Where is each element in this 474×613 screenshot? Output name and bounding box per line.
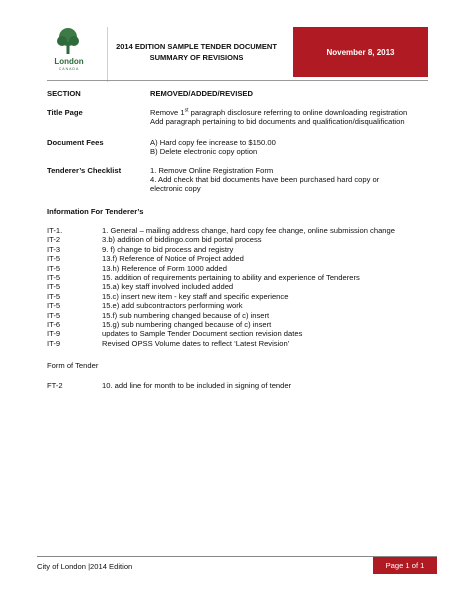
section-column-header: SECTION: [47, 89, 81, 98]
list-item: IT-5 15. addition of requirements pertaining to ability and experience of Tenderers: [47, 272, 360, 282]
section-document-fees-label: Document Fees: [47, 138, 104, 147]
city-logo: [47, 27, 108, 82]
list-item: IT-5 13.f) Reference of Notice of Project added: [47, 254, 244, 264]
document-fees-line-2: B) Delete electronic copy option: [150, 147, 258, 156]
logo-subtitle: CANADA: [58, 67, 80, 71]
document-header: [47, 27, 428, 82]
date-badge: November 8, 2013: [293, 27, 428, 77]
list-item: IT-9 Revised OPSS Volume dates to reflect ‘Latest Revision’: [47, 338, 290, 348]
document-fees-line-1: A) Hard copy fee increase to $150.00: [150, 138, 276, 147]
list-item: IT-5 15.f) sub numbering changed because of c) insert: [47, 310, 270, 320]
checklist-line-3: electronic copy: [150, 184, 201, 193]
list-item: IT-5 13.h) Reference of Form 1000 added: [47, 263, 227, 273]
logo-wordmark: London: [54, 57, 84, 66]
page-number-badge: Page 1 of 1: [373, 557, 437, 574]
list-item: IT-9 updates to Sample Tender Document section revision dates: [47, 329, 303, 339]
title-page-line-1: Remove 1st paragraph disclosure referring to online downloading registration: [150, 107, 408, 117]
form-item-desc: 10. add line for month to be included in signing of tender: [102, 381, 292, 390]
section-title-page-label: Title Page: [47, 108, 83, 117]
form-of-tender-heading: Form of Tender: [47, 361, 99, 370]
form-item-code: FT-2: [47, 381, 63, 390]
list-item: IT-5 15.a) key staff involved included added: [47, 282, 234, 292]
title-line-1: 2014 EDITION SAMPLE TENDER DOCUMENT: [116, 42, 277, 51]
list-item: IT-6 15.g) sub numbering changed because of c) insert: [47, 319, 272, 329]
title-line-2: SUMMARY OF REVISIONS: [149, 53, 244, 62]
info-items-list: [47, 226, 437, 348]
info-tenderers-heading: Information For Tenderer’s: [47, 207, 144, 216]
tree-icon: [55, 27, 81, 57]
document-title: [109, 41, 284, 63]
footer-edition: City of London |2014 Edition: [37, 562, 133, 571]
list-item: IT-2 3.b) addition of biddingo.com bid portal process: [47, 235, 262, 245]
list-item: IT-5 15.c) insert new item - key staff and specific experience: [47, 291, 289, 301]
title-page-line-2: Add paragraph pertaining to bid documents and qualification/disqualification: [150, 117, 405, 126]
checklist-line-1: 1. Remove Online Registration Form: [150, 166, 274, 175]
list-item: IT-5 15.e) add subcontractors performing work: [47, 301, 243, 311]
section-checklist-label: Tenderer’s Checklist: [47, 166, 122, 175]
list-item: IT-3 9. f) change to bid process and registry: [47, 244, 234, 254]
change-column-header: REMOVED/ADDED/REVISED: [150, 89, 253, 98]
header-divider: [47, 80, 428, 81]
checklist-line-2: 4. Add check that bid documents have been purchased hard copy or: [150, 175, 380, 184]
list-item: IT-1. 1. General – mailing address change, hard copy fee change, online submission change: [47, 226, 395, 235]
